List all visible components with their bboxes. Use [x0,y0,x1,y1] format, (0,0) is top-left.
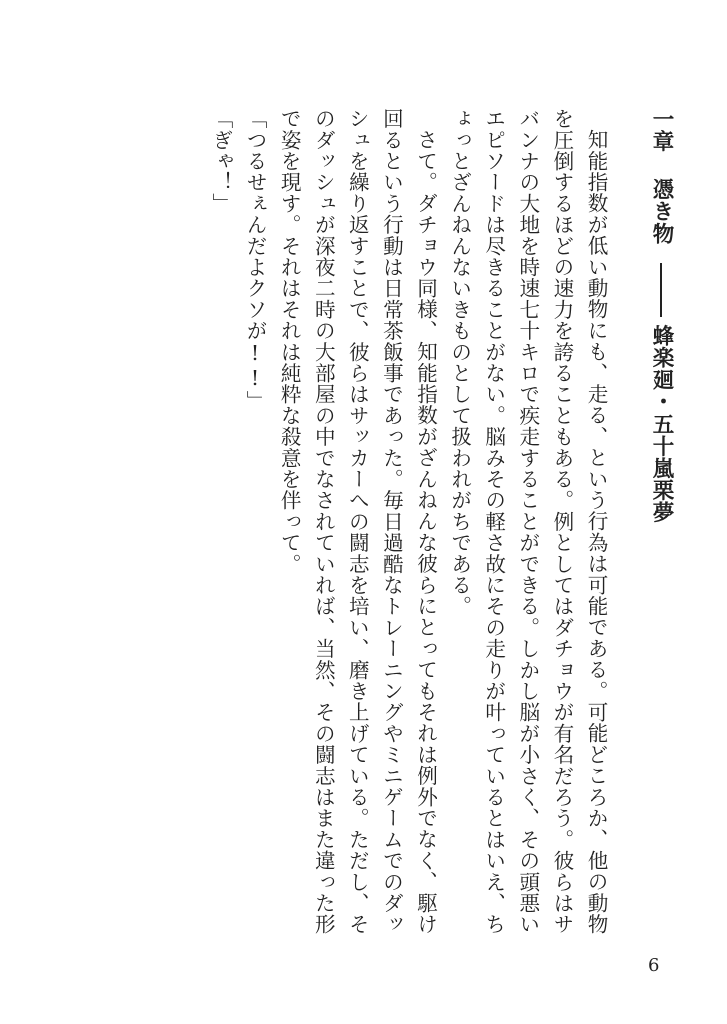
dialogue-line-1: 「つるせぇんだよクソが!!」 [243,108,268,412]
heading-dash [660,263,662,317]
body-text [204,108,613,938]
chapter-number: 一章 [649,108,674,153]
chapter-title: 憑き物 [649,178,674,245]
chapter-heading [647,108,673,523]
paragraph-1: 知能指数が低い動物にも、走る、という行為は可能である。可能どころか、他の動物を圧倒するほどの速力を誇ることもある。例としてはダチョウが有名だろう。彼らはサバンナの大地を時速七十キロで疾走することができる。しかし脳が小さく、その頭悪いエピソードは尽きることがない。脳みその軽さ故にその走りが叶っているとはいえ、ちょっとざんねんないきものとして扱われがちである。 [447,108,608,935]
chapter-author: 蜂楽廻・五十嵐栗夢 [649,324,674,524]
dialogue-line-2: 「ぎゃ！」 [208,108,233,214]
page-number: 6 [648,955,660,976]
paragraph-2: さて。ダチョウ同様、知能指数がざんねんな彼らにとってもそれは例外でなく、駆け回るという行動は日常茶飯事であった。毎日過酷なトレーニングやミニゲームでのダッシュを繰り返すことで、彼らはサッカーへの闘志を培い、磨き上げている。ただし、そのダッシュが深夜二時の大部屋の中でなされていれば、当然、その闘志はまた違った形で姿を現す。それはそれは純粋な殺意を伴って。 [277,108,438,935]
